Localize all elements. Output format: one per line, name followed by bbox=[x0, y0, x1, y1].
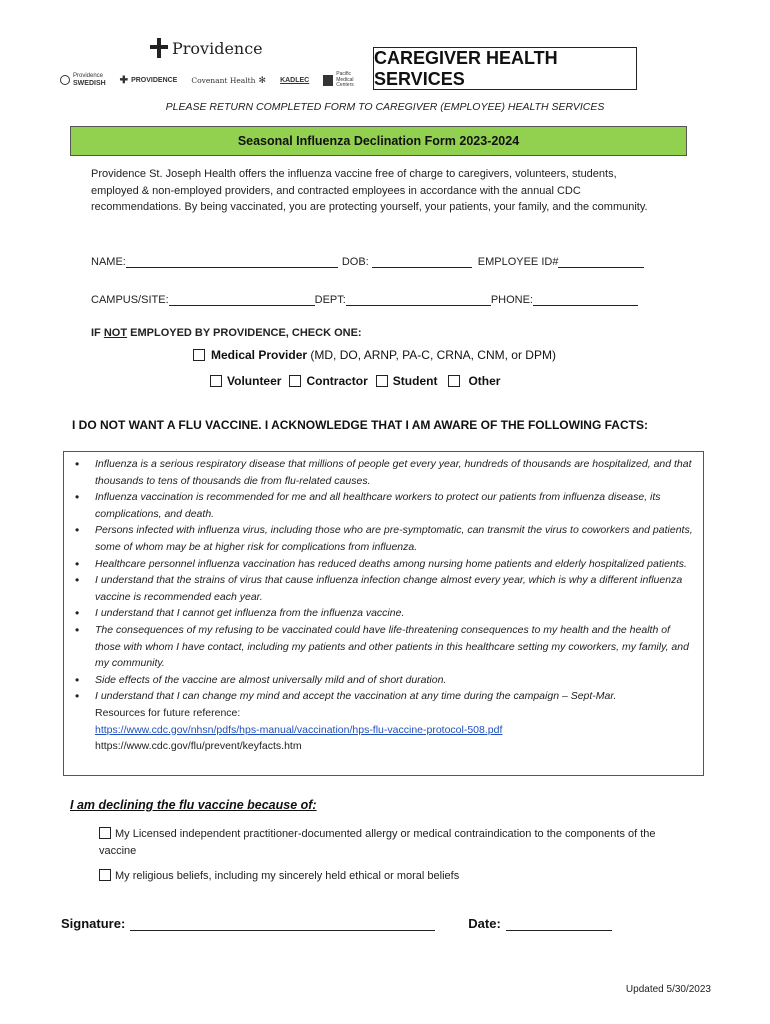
volunteer-label: Volunteer bbox=[227, 374, 282, 388]
cdc-protocol-link[interactable]: https://www.cdc.gov/nhsn/pdfs/hps-manual/vaccination/hps-flu-vaccine-protocol-508.pdf bbox=[95, 723, 503, 736]
employee-id-label: EMPLOYEE ID# bbox=[477, 256, 559, 268]
role-options-row bbox=[210, 374, 500, 388]
covenant-health-logo bbox=[191, 75, 266, 86]
providence-swedish-logo bbox=[60, 73, 106, 87]
fact-item: • Influenza is a serious respiratory disease that millions of people get every year, hundreds of thousands are hospitalized, and that thousands to tens of thousands die from flu-related causes. bbox=[70, 456, 697, 489]
contractor-label: Contractor bbox=[306, 374, 368, 388]
phone-label: PHONE: bbox=[490, 294, 533, 306]
location-fields-row bbox=[91, 294, 638, 306]
medical-contraindication-checkbox[interactable] bbox=[99, 827, 111, 839]
providence-cross-icon: ✚ bbox=[119, 74, 129, 86]
date-label: Date: bbox=[468, 916, 501, 931]
providence-small-text: PROVIDENCE bbox=[131, 76, 178, 84]
signature-field[interactable] bbox=[130, 918, 435, 931]
dept-label: DEPT: bbox=[314, 294, 346, 306]
swedish-logo-line1: Providence bbox=[73, 73, 104, 80]
date-field[interactable] bbox=[506, 918, 612, 931]
intro-paragraph: Providence St. Joseph Health offers the influenza vaccine free of charge to caregivers, volunteers, students, employed & non-employed providers, and contracted employees in accordance with the annual CDC recommendations. By being vaccinated, you are protecting yourself, your patients, your family, and the community. bbox=[91, 168, 648, 213]
covenant-flower-icon: ✻ bbox=[258, 74, 267, 85]
religious-beliefs-label: My religious beliefs, including my sincerely held ethical or moral beliefs bbox=[115, 870, 460, 882]
dob-field[interactable] bbox=[372, 256, 472, 268]
acknowledgement-heading: I DO NOT WANT A FLU VACCINE. I ACKNOWLEDGE THAT I AM AWARE OF THE FOLLOWING FACTS: bbox=[72, 418, 648, 432]
name-label: NAME: bbox=[91, 256, 126, 268]
pacific-logo-icon bbox=[323, 75, 333, 86]
pacific-line3: Centers bbox=[336, 82, 354, 88]
fact-item: • Healthcare personnel influenza vaccination has reduced deaths among nursing home patients and elderly hospitalized patients. bbox=[70, 556, 697, 573]
non-employed-prefix: IF bbox=[91, 327, 104, 339]
non-employed-not: NOT bbox=[103, 327, 128, 339]
medical-contraindication-label: My Licensed independent practitioner-documented allergy or medical contraindication to the components of the vaccine bbox=[99, 828, 656, 857]
reason-religious-option[interactable] bbox=[99, 868, 689, 885]
fact-item: • I understand that the strains of virus that cause influenza infection change almost every year, which is why a different influenza vaccine is recommended each year. bbox=[70, 572, 697, 605]
other-checkbox[interactable] bbox=[448, 375, 460, 387]
fact-item: • The consequences of my refusing to be vaccinated could have life-threatening consequences to my health and the health of those with whom I have contact, including my patients and other patients in this healthcare setting my coworkers, my family, and my community. bbox=[70, 622, 697, 672]
signature-row bbox=[61, 916, 612, 931]
identity-fields-row bbox=[91, 256, 644, 268]
fact-item: • Persons infected with influenza virus, including those who are pre-symptomatic, can transmit the virus to coworkers and patients, some of whom may be at higher risk for complications from influenza. bbox=[70, 522, 697, 555]
other-label: Other bbox=[468, 374, 501, 388]
non-employed-heading bbox=[91, 327, 362, 339]
fact-item: • Influenza vaccination is recommended for me and all healthcare workers to protect our patients from influenza disease, its complications, and death. bbox=[70, 489, 697, 522]
campus-label: CAMPUS/SITE: bbox=[91, 294, 169, 306]
cross-logo-icon bbox=[150, 38, 168, 58]
medical-provider-checkbox[interactable] bbox=[193, 349, 205, 361]
student-label: Student bbox=[392, 374, 438, 388]
medical-provider-option[interactable] bbox=[193, 348, 556, 362]
kadlec-text: KADLEC bbox=[280, 76, 310, 84]
fact-item: • Side effects of the vaccine are almost universally mild and of short duration. bbox=[70, 672, 697, 689]
medical-provider-label: Medical Provider bbox=[211, 348, 308, 362]
fact-item: • I understand that I cannot get influenza from the influenza vaccine. bbox=[70, 605, 697, 622]
fact-item: • I understand that I can change my mind and accept the vaccination at any time during the campaign – Sept-Mar. bbox=[70, 688, 697, 705]
swedish-logo-line2: SWEDISH bbox=[73, 80, 106, 88]
covenant-health-text: Covenant Health bbox=[191, 75, 256, 85]
employee-id-field[interactable] bbox=[558, 256, 644, 268]
phone-field[interactable] bbox=[533, 294, 638, 306]
name-field[interactable] bbox=[126, 256, 338, 268]
contractor-checkbox[interactable] bbox=[289, 375, 301, 387]
form-title-banner: Seasonal Influenza Declination Form 2023-2024 bbox=[70, 126, 687, 156]
swedish-logo-icon bbox=[60, 75, 70, 85]
pacific-line2: Medical bbox=[336, 76, 354, 83]
non-employed-suffix: EMPLOYED BY PROVIDENCE, CHECK ONE: bbox=[127, 327, 362, 339]
caregiver-health-services-box: CAREGIVER HEALTH SERVICES bbox=[373, 47, 637, 90]
campus-field[interactable] bbox=[169, 294, 315, 306]
providence-logo-small bbox=[120, 75, 178, 86]
pacific-line1: Pacific bbox=[336, 71, 351, 77]
facts-box bbox=[63, 451, 704, 776]
dob-label: DOB: bbox=[341, 256, 369, 268]
student-checkbox[interactable] bbox=[376, 375, 388, 387]
cdc-keyfacts-url: https://www.cdc.gov/flu/prevent/keyfacts.htm bbox=[95, 740, 302, 753]
pacific-medical-logo bbox=[323, 72, 354, 89]
resources-label: Resources for future reference: bbox=[95, 706, 241, 719]
religious-beliefs-checkbox[interactable] bbox=[99, 869, 111, 881]
affiliate-logos bbox=[60, 72, 354, 89]
kadlec-logo bbox=[280, 77, 309, 84]
dept-field[interactable] bbox=[346, 294, 491, 306]
volunteer-checkbox[interactable] bbox=[210, 375, 222, 387]
reason-medical-option[interactable] bbox=[99, 826, 689, 859]
declining-heading: I am declining the flu vaccine because of: bbox=[70, 798, 317, 812]
medical-provider-detail: (MD, DO, ARNP, PA-C, CRNA, CNM, or DPM) bbox=[307, 348, 556, 362]
updated-date: Updated 5/30/2023 bbox=[625, 984, 711, 995]
return-instructions: PLEASE RETURN COMPLETED FORM TO CAREGIVER (EMPLOYEE) HEALTH SERVICES bbox=[165, 101, 605, 113]
providence-logo bbox=[150, 38, 263, 58]
providence-logo-text: Providence bbox=[172, 38, 263, 58]
facts-list bbox=[70, 456, 697, 705]
signature-label: Signature: bbox=[61, 916, 126, 931]
